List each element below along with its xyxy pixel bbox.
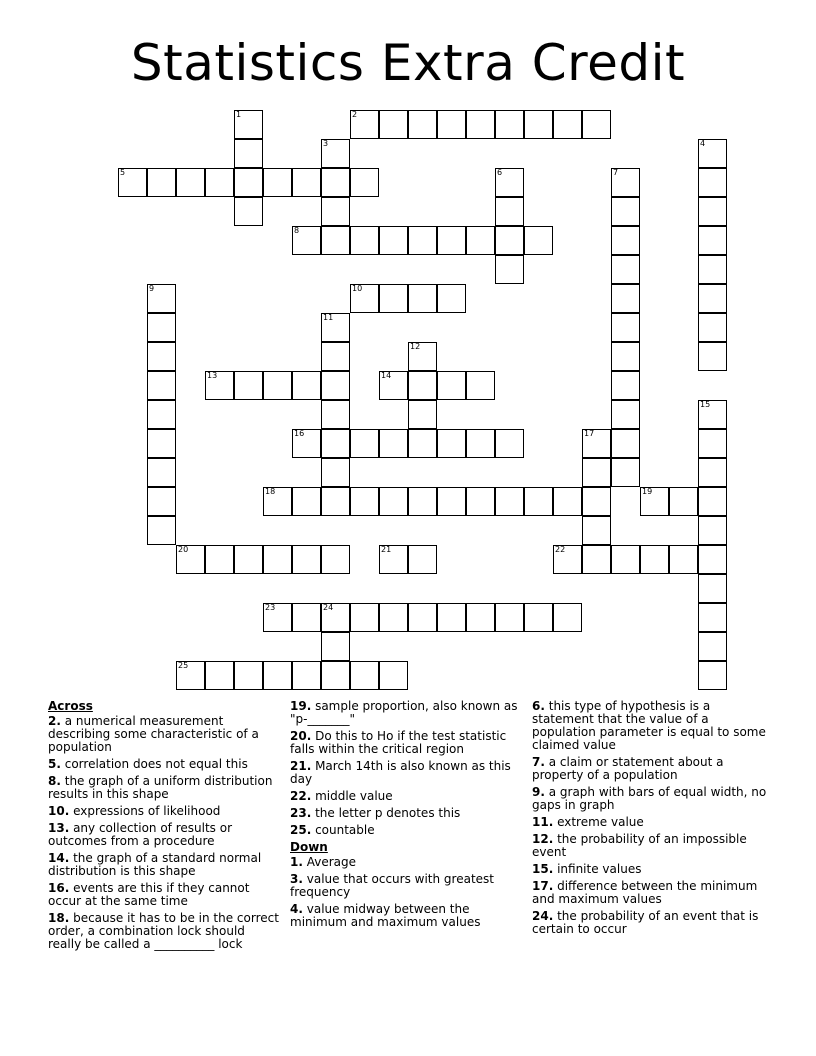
clue-number: 13. bbox=[48, 821, 70, 835]
clue bbox=[290, 790, 522, 803]
crossword-cell[interactable] bbox=[611, 342, 640, 371]
crossword-cell[interactable] bbox=[524, 603, 553, 632]
clue-number: 1. bbox=[290, 855, 303, 869]
crossword-cell[interactable] bbox=[321, 632, 350, 661]
clue-number: 12. bbox=[532, 832, 554, 846]
crossword-cell[interactable] bbox=[611, 371, 640, 400]
clue-number: 9. bbox=[532, 785, 545, 799]
clue-number: 7 bbox=[613, 168, 619, 177]
clue-text: the probability of an event that is certain to occur bbox=[532, 909, 759, 936]
crossword-cell[interactable] bbox=[582, 545, 611, 574]
crossword-cell[interactable] bbox=[640, 487, 669, 516]
clue-number: 25 bbox=[178, 661, 189, 670]
clue bbox=[290, 903, 522, 929]
crossword-cell[interactable] bbox=[698, 342, 727, 371]
crossword-cell[interactable] bbox=[321, 429, 350, 458]
crossword-cell[interactable] bbox=[263, 168, 292, 197]
crossword-cell[interactable] bbox=[263, 545, 292, 574]
crossword-cell[interactable] bbox=[408, 284, 437, 313]
crossword-cell[interactable] bbox=[698, 255, 727, 284]
clue-text: any collection of results or outcomes from a procedure bbox=[48, 821, 233, 848]
crossword-cell[interactable] bbox=[437, 487, 466, 516]
clue-number: 12 bbox=[410, 342, 421, 351]
crossword-cell[interactable] bbox=[379, 661, 408, 690]
crossword-cell[interactable] bbox=[611, 284, 640, 313]
clue-number: 9 bbox=[149, 284, 155, 293]
crossword-cell[interactable] bbox=[466, 371, 495, 400]
crossword-cell[interactable] bbox=[321, 603, 350, 632]
clue-number: 21. bbox=[290, 759, 312, 773]
clue-number: 23 bbox=[265, 603, 276, 612]
clue-number: 3 bbox=[323, 139, 329, 148]
clue bbox=[290, 824, 522, 837]
crossword-cell[interactable] bbox=[234, 197, 263, 226]
crossword-cell[interactable] bbox=[205, 661, 234, 690]
crossword-cell[interactable] bbox=[698, 661, 727, 690]
clue bbox=[532, 700, 768, 752]
clue-number: 17 bbox=[584, 429, 595, 438]
crossword-cell[interactable] bbox=[350, 226, 379, 255]
clue bbox=[290, 730, 522, 756]
crossword-cell[interactable] bbox=[205, 168, 234, 197]
clue-number: 4. bbox=[290, 902, 303, 916]
clue-number: 2. bbox=[48, 714, 61, 728]
crossword-cell[interactable] bbox=[437, 226, 466, 255]
clue bbox=[290, 856, 522, 869]
crossword-cell[interactable] bbox=[176, 545, 205, 574]
clue-column-1 bbox=[48, 700, 280, 955]
crossword-cell[interactable] bbox=[118, 168, 147, 197]
clue-number: 19 bbox=[642, 487, 653, 496]
crossword-cell[interactable] bbox=[176, 168, 205, 197]
crossword-cell[interactable] bbox=[582, 487, 611, 516]
clue bbox=[290, 760, 522, 786]
clue bbox=[48, 852, 280, 878]
crossword-cell[interactable] bbox=[408, 110, 437, 139]
clue-number: 22 bbox=[555, 545, 566, 554]
crossword-cell[interactable] bbox=[437, 371, 466, 400]
clue bbox=[48, 912, 280, 951]
crossword-cell[interactable] bbox=[495, 603, 524, 632]
clue-number: 6 bbox=[497, 168, 503, 177]
crossword-cell[interactable] bbox=[698, 516, 727, 545]
crossword-cell[interactable] bbox=[698, 574, 727, 603]
crossword-cell[interactable] bbox=[495, 110, 524, 139]
crossword-cell[interactable] bbox=[466, 429, 495, 458]
crossword-cell[interactable] bbox=[698, 313, 727, 342]
clue-number: 24 bbox=[323, 603, 334, 612]
crossword-cell[interactable] bbox=[234, 139, 263, 168]
clue bbox=[48, 805, 280, 818]
clue-number: 15. bbox=[532, 862, 554, 876]
crossword-cell[interactable] bbox=[234, 661, 263, 690]
crossword-cell[interactable] bbox=[698, 632, 727, 661]
crossword-cell[interactable] bbox=[524, 226, 553, 255]
clue-text: a claim or statement about a property of a population bbox=[532, 755, 724, 782]
clue-text: Do this to Ho if the test statistic falls within the critical region bbox=[290, 729, 507, 756]
crossword-cell[interactable] bbox=[147, 313, 176, 342]
clue-text: the letter p denotes this bbox=[311, 806, 461, 820]
crossword-cell[interactable] bbox=[321, 545, 350, 574]
clue-number: 10. bbox=[48, 804, 70, 818]
clue-number: 10 bbox=[352, 284, 363, 293]
crossword-cell[interactable] bbox=[263, 371, 292, 400]
clue-number: 6. bbox=[532, 699, 545, 713]
clue-number: 22. bbox=[290, 789, 312, 803]
crossword-cell[interactable] bbox=[495, 487, 524, 516]
crossword-cell[interactable] bbox=[147, 516, 176, 545]
crossword-cell[interactable] bbox=[321, 371, 350, 400]
crossword-cell[interactable] bbox=[611, 458, 640, 487]
crossword-cell[interactable] bbox=[350, 661, 379, 690]
crossword-cell[interactable] bbox=[669, 545, 698, 574]
crossword-cell[interactable] bbox=[147, 400, 176, 429]
crossword-cell[interactable] bbox=[582, 429, 611, 458]
clue-number: 17. bbox=[532, 879, 554, 893]
crossword-cell[interactable] bbox=[611, 226, 640, 255]
crossword-cell[interactable] bbox=[495, 168, 524, 197]
crossword-cell[interactable] bbox=[205, 545, 234, 574]
crossword-cell[interactable] bbox=[611, 400, 640, 429]
crossword-cell[interactable] bbox=[640, 545, 669, 574]
crossword-cell[interactable] bbox=[321, 661, 350, 690]
crossword-cell[interactable] bbox=[698, 168, 727, 197]
crossword-cell[interactable] bbox=[408, 400, 437, 429]
crossword-cell[interactable] bbox=[234, 168, 263, 197]
crossword-cell[interactable] bbox=[147, 284, 176, 313]
crossword-cell[interactable] bbox=[698, 284, 727, 313]
crossword-cell[interactable] bbox=[466, 226, 495, 255]
crossword-cell[interactable] bbox=[350, 110, 379, 139]
clue-text: March 14th is also known as this day bbox=[290, 759, 511, 786]
clue bbox=[48, 758, 280, 771]
crossword-cell[interactable] bbox=[379, 371, 408, 400]
clue-number: 14 bbox=[381, 371, 392, 380]
clue-number: 2 bbox=[352, 110, 358, 119]
crossword-cell[interactable] bbox=[205, 371, 234, 400]
clue-text: expressions of likelihood bbox=[69, 804, 221, 818]
crossword-cell[interactable] bbox=[437, 603, 466, 632]
clue-number: 11. bbox=[532, 815, 554, 829]
crossword-cell[interactable] bbox=[408, 226, 437, 255]
clue-number: 15 bbox=[700, 400, 711, 409]
clue-number: 5 bbox=[120, 168, 126, 177]
crossword-cell[interactable] bbox=[437, 284, 466, 313]
crossword-cell[interactable] bbox=[437, 110, 466, 139]
crossword-cell[interactable] bbox=[466, 487, 495, 516]
clue-text: middle value bbox=[311, 789, 393, 803]
crossword-cell[interactable] bbox=[408, 429, 437, 458]
clue-text: the graph of a standard normal distribution is this shape bbox=[48, 851, 262, 878]
clue bbox=[48, 715, 280, 754]
crossword-cell[interactable] bbox=[611, 313, 640, 342]
crossword-cell[interactable] bbox=[321, 342, 350, 371]
crossword-cell[interactable] bbox=[379, 603, 408, 632]
clue-number: 24. bbox=[532, 909, 554, 923]
crossword-cell[interactable] bbox=[292, 168, 321, 197]
clue-number: 25. bbox=[290, 823, 312, 837]
clue bbox=[532, 880, 768, 906]
crossword-cell[interactable] bbox=[698, 458, 727, 487]
crossword-cell[interactable] bbox=[582, 458, 611, 487]
clue bbox=[532, 833, 768, 859]
crossword-cell[interactable] bbox=[698, 487, 727, 516]
clue bbox=[48, 882, 280, 908]
clue-number: 16 bbox=[294, 429, 305, 438]
clue bbox=[532, 786, 768, 812]
crossword-cell[interactable] bbox=[553, 603, 582, 632]
crossword-cell[interactable] bbox=[553, 110, 582, 139]
clue bbox=[290, 807, 522, 820]
crossword-cell[interactable] bbox=[292, 545, 321, 574]
clue bbox=[532, 816, 768, 829]
crossword-cell[interactable] bbox=[321, 458, 350, 487]
crossword-cell[interactable] bbox=[437, 429, 466, 458]
down-header: Down bbox=[290, 840, 328, 854]
clue-text: Average bbox=[302, 855, 357, 869]
crossword-cell[interactable] bbox=[408, 603, 437, 632]
crossword-cell[interactable] bbox=[698, 429, 727, 458]
crossword-cell[interactable] bbox=[611, 429, 640, 458]
crossword-cell[interactable] bbox=[495, 226, 524, 255]
crossword-cell[interactable] bbox=[379, 110, 408, 139]
crossword-cell[interactable] bbox=[263, 487, 292, 516]
clue-text: the probability of an impossible event bbox=[532, 832, 747, 859]
crossword-cell[interactable] bbox=[379, 284, 408, 313]
clue-number: 8 bbox=[294, 226, 300, 235]
clue-number: 20. bbox=[290, 729, 312, 743]
clue bbox=[290, 873, 522, 899]
crossword-cell[interactable] bbox=[466, 603, 495, 632]
crossword-cell[interactable] bbox=[147, 458, 176, 487]
crossword-cell[interactable] bbox=[292, 429, 321, 458]
clue-column-2 bbox=[290, 700, 522, 933]
crossword-cell[interactable] bbox=[350, 487, 379, 516]
clue-number: 7. bbox=[532, 755, 545, 769]
crossword-cell[interactable] bbox=[466, 110, 495, 139]
clue-text: events are this if they cannot occur at the same time bbox=[48, 881, 250, 908]
crossword-cell[interactable] bbox=[611, 197, 640, 226]
crossword-cell[interactable] bbox=[611, 168, 640, 197]
crossword-cell[interactable] bbox=[408, 342, 437, 371]
clue-number: 23. bbox=[290, 806, 312, 820]
clue-text: value midway between the minimum and maximum values bbox=[290, 902, 481, 929]
crossword-cell[interactable] bbox=[147, 429, 176, 458]
crossword-cell[interactable] bbox=[495, 197, 524, 226]
crossword-cell[interactable] bbox=[147, 371, 176, 400]
clue-number: 18 bbox=[265, 487, 276, 496]
clue-text: a graph with bars of equal width, no gaps in graph bbox=[532, 785, 767, 812]
clue-text: this type of hypothesis is a statement that the value of a population parameter is equal to some claimed value bbox=[532, 699, 766, 752]
clue-number: 21 bbox=[381, 545, 392, 554]
crossword-cell[interactable] bbox=[379, 545, 408, 574]
clue-column-3 bbox=[532, 700, 768, 940]
crossword-cell[interactable] bbox=[292, 371, 321, 400]
crossword-cell[interactable] bbox=[321, 487, 350, 516]
crossword-cell[interactable] bbox=[408, 371, 437, 400]
crossword-cell[interactable] bbox=[176, 661, 205, 690]
crossword-cell[interactable] bbox=[698, 197, 727, 226]
crossword-cell[interactable] bbox=[379, 487, 408, 516]
crossword-cell[interactable] bbox=[582, 110, 611, 139]
crossword-cell[interactable] bbox=[292, 226, 321, 255]
crossword-cell[interactable] bbox=[611, 545, 640, 574]
crossword-cell[interactable] bbox=[495, 255, 524, 284]
crossword-cell[interactable] bbox=[292, 487, 321, 516]
crossword-cell[interactable] bbox=[234, 371, 263, 400]
clue bbox=[48, 822, 280, 848]
crossword-cell[interactable] bbox=[524, 487, 553, 516]
crossword-cell[interactable] bbox=[379, 226, 408, 255]
clue-text: the graph of a uniform distribution results in this shape bbox=[48, 774, 273, 801]
crossword-cell[interactable] bbox=[321, 400, 350, 429]
clue-number: 11 bbox=[323, 313, 334, 322]
clue-number: 8. bbox=[48, 774, 61, 788]
clue bbox=[532, 756, 768, 782]
clue bbox=[48, 775, 280, 801]
crossword-cell[interactable] bbox=[553, 545, 582, 574]
crossword-cell[interactable] bbox=[698, 603, 727, 632]
crossword-cell[interactable] bbox=[669, 487, 698, 516]
crossword-cell[interactable] bbox=[292, 603, 321, 632]
crossword-cell[interactable] bbox=[234, 545, 263, 574]
crossword-cell[interactable] bbox=[698, 400, 727, 429]
clue-number: 13 bbox=[207, 371, 218, 380]
crossword-cell[interactable] bbox=[582, 516, 611, 545]
clue-number: 5. bbox=[48, 757, 61, 771]
clue-text: countable bbox=[311, 823, 375, 837]
crossword-cell[interactable] bbox=[321, 313, 350, 342]
clue-number: 20 bbox=[178, 545, 189, 554]
clue-number: 16. bbox=[48, 881, 70, 895]
clue bbox=[290, 700, 522, 726]
clue-text: infinite values bbox=[553, 862, 642, 876]
crossword-cell[interactable] bbox=[553, 487, 582, 516]
crossword-cell[interactable] bbox=[350, 168, 379, 197]
crossword-cell[interactable] bbox=[698, 545, 727, 574]
clue-text: correlation does not equal this bbox=[60, 757, 248, 771]
crossword-cell[interactable] bbox=[321, 168, 350, 197]
clue-text: extreme value bbox=[553, 815, 644, 829]
crossword-cell[interactable] bbox=[321, 139, 350, 168]
clue-number: 1 bbox=[236, 110, 242, 119]
crossword-cell[interactable] bbox=[350, 284, 379, 313]
clue bbox=[532, 910, 768, 936]
crossword-cell[interactable] bbox=[321, 226, 350, 255]
crossword-cell[interactable] bbox=[147, 342, 176, 371]
clue-number: 3. bbox=[290, 872, 303, 886]
clue-number: 4 bbox=[700, 139, 706, 148]
crossword-cell[interactable] bbox=[263, 661, 292, 690]
clue-text: difference between the minimum and maximum values bbox=[532, 879, 758, 906]
crossword-cell[interactable] bbox=[147, 487, 176, 516]
crossword-cell[interactable] bbox=[524, 110, 553, 139]
clue-number: 19. bbox=[290, 699, 312, 713]
crossword-cell[interactable] bbox=[350, 603, 379, 632]
crossword-cell[interactable] bbox=[350, 429, 379, 458]
crossword-cell[interactable] bbox=[234, 110, 263, 139]
clue-text: sample proportion, also known as "p-_______" bbox=[290, 699, 518, 726]
crossword-cell[interactable] bbox=[147, 168, 176, 197]
clue bbox=[532, 863, 768, 876]
clue-number: 14. bbox=[48, 851, 70, 865]
crossword-cell[interactable] bbox=[292, 661, 321, 690]
crossword-cell[interactable] bbox=[408, 487, 437, 516]
across-header: Across bbox=[48, 699, 93, 713]
crossword-cell[interactable] bbox=[379, 429, 408, 458]
clue-text: value that occurs with greatest frequency bbox=[290, 872, 494, 899]
crossword-cell[interactable] bbox=[321, 197, 350, 226]
clue-text: because it has to be in the correct order, a combination lock should really be called a __________ lock bbox=[48, 911, 279, 951]
crossword-cell[interactable] bbox=[408, 545, 437, 574]
crossword-cell[interactable] bbox=[263, 603, 292, 632]
crossword-cell[interactable] bbox=[495, 429, 524, 458]
page-title: Statistics Extra Credit bbox=[130, 34, 686, 92]
clue-text: a numerical measurement describing some characteristic of a population bbox=[48, 714, 259, 754]
crossword-cell[interactable] bbox=[698, 226, 727, 255]
crossword-cell[interactable] bbox=[698, 139, 727, 168]
clue-number: 18. bbox=[48, 911, 70, 925]
crossword-cell[interactable] bbox=[611, 255, 640, 284]
